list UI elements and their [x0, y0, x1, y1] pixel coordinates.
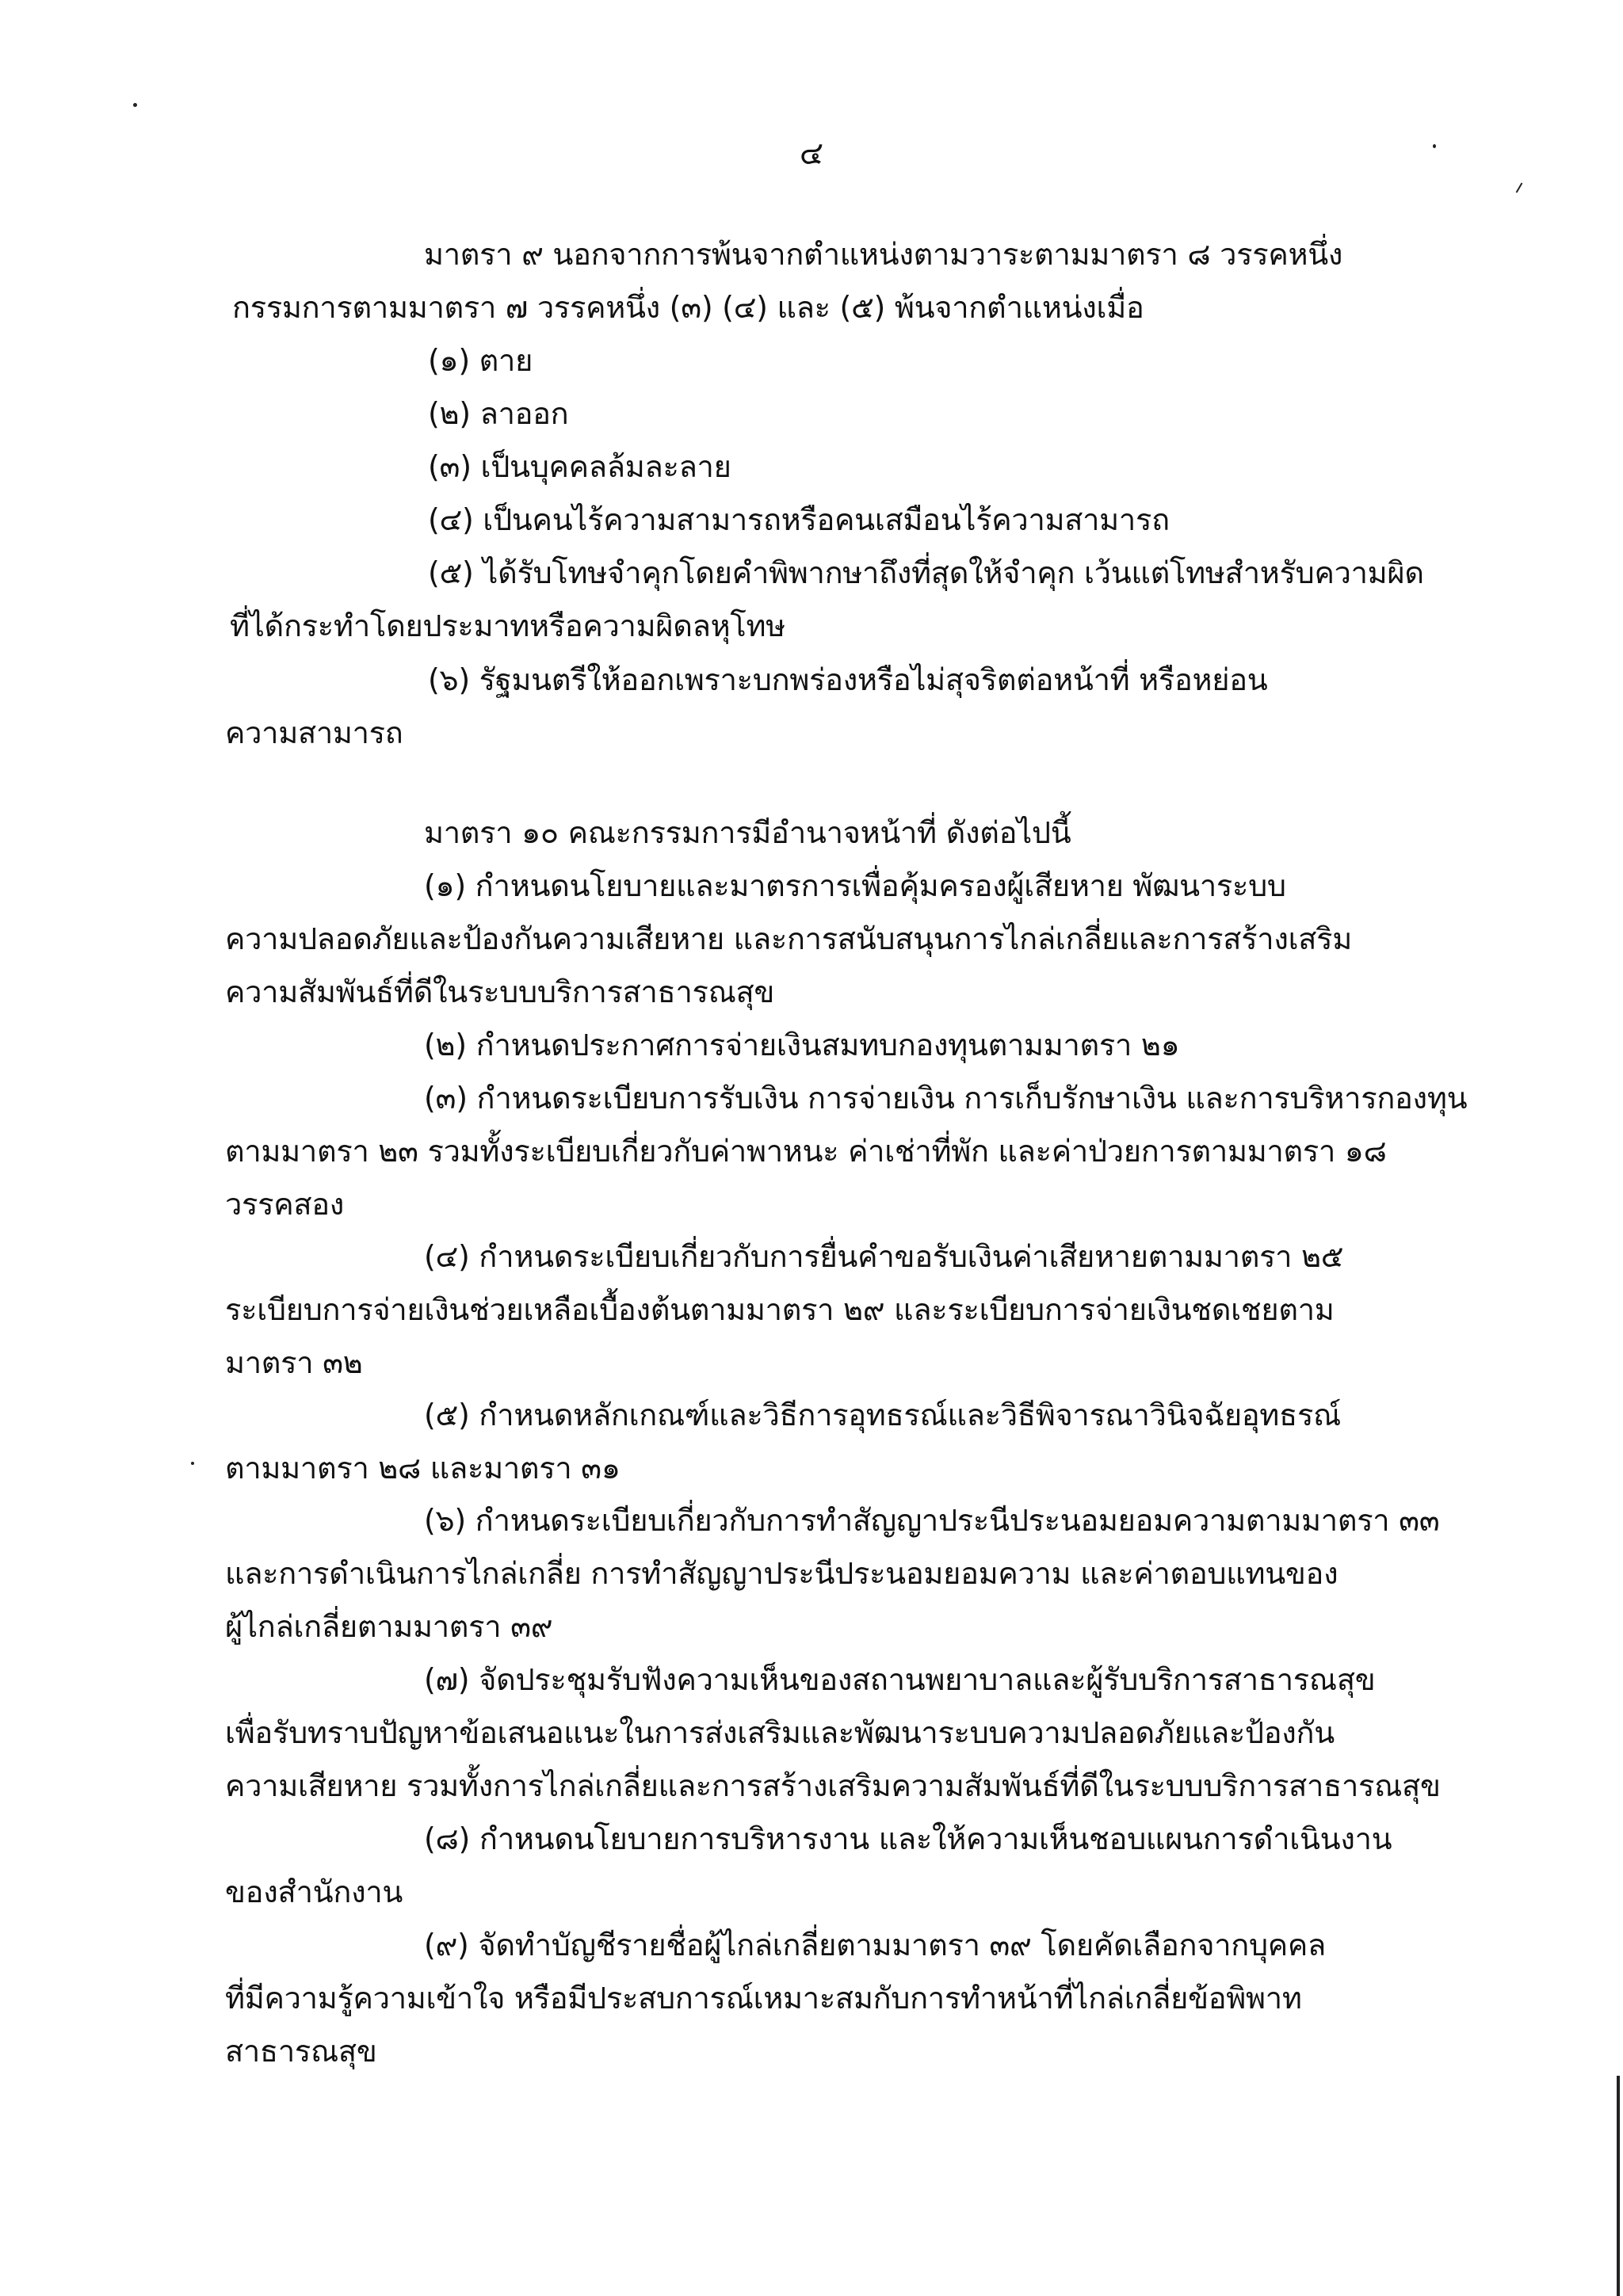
list-item: (๙) จัดทำบัญชีรายชื่อผู้ไกล่เกลี่ยตามมาตรา ๓๙ โดยคัดเลือกจากบุคคล — [424, 1928, 1326, 1962]
list-item: (๑) กำหนดนโยบายและมาตรการเพื่อคุ้มครองผู้เสียหาย พัฒนาระบบ — [424, 868, 1286, 903]
paragraph-line: กรรมการตามมาตรา ๗ วรรคหนึ่ง (๓) (๔) และ (๕) พ้นจากตำแหน่งเมื่อ — [232, 290, 1144, 325]
section-9-heading: มาตรา ๙ นอกจากการพ้นจากตำแหน่งตามวาระตามมาตรา ๘ วรรคหนึ่ง — [424, 237, 1343, 272]
list-item: (๖) กำหนดระเบียบเกี่ยวกับการทำสัญญาประนีประนอมยอมความตามมาตรา ๓๓ — [424, 1503, 1440, 1538]
paragraph-line: วรรคสอง — [225, 1187, 345, 1222]
paragraph-line: ตามมาตรา ๒๓ รวมทั้งระเบียบเกี่ยวกับค่าพาหนะ ค่าเช่าที่พัก และค่าป่วยการตามมาตรา ๑๘ — [225, 1134, 1387, 1169]
list-item: (๒) ลาออก — [428, 396, 569, 431]
list-item: (๕) ได้รับโทษจำคุกโดยคำพิพากษาถึงที่สุดให้จำคุก เว้นแต่โทษสำหรับความผิด — [428, 555, 1424, 590]
paragraph-line: ตามมาตรา ๒๘ และมาตรา ๓๑ — [225, 1451, 621, 1486]
paragraph-line: มาตรา ๓๒ — [225, 1345, 363, 1380]
paragraph-line: ที่ได้กระทำโดยประมาทหรือความผิดลหุโทษ — [230, 608, 785, 643]
paragraph-line: สาธารณสุข — [225, 2034, 377, 2069]
paragraph-line: เพื่อรับทราบปัญหาข้อเสนอแนะในการส่งเสริมและพัฒนาระบบความปลอดภัยและป้องกัน — [225, 1715, 1335, 1750]
list-item: (๘) กำหนดนโยบายการบริหารงาน และให้ความเห็นชอบแผนการดำเนินงาน — [424, 1821, 1392, 1856]
list-item: (๕) กำหนดหลักเกณฑ์และวิธีการอุทธรณ์และวิธีพิจารณาวินิจฉัยอุทธรณ์ — [424, 1398, 1342, 1432]
list-item: (๓) เป็นบุคคลล้มละลาย — [428, 449, 731, 484]
list-item: (๓) กำหนดระเบียบการรับเงิน การจ่ายเงิน การเก็บรักษาเงิน และการบริหารกองทุน — [424, 1081, 1468, 1116]
paragraph-line: ความปลอดภัยและป้องกันความเสียหาย และการสนับสนุนการไกล่เกลี่ยและการสร้างเสริม — [225, 921, 1353, 956]
list-item: (๒) กำหนดประกาศการจ่ายเงินสมทบกองทุนตามมาตรา ๒๑ — [424, 1028, 1180, 1062]
list-item: (๖) รัฐมนตรีให้ออกเพราะบกพร่องหรือไม่สุจริตต่อหน้าที่ หรือหย่อน — [428, 662, 1268, 697]
scan-edge-mark — [1617, 2076, 1620, 2296]
paragraph-line: ความสามารถ — [225, 715, 403, 750]
paragraph-line: ความสัมพันธ์ที่ดีในระบบบริการสาธารณสุข — [225, 974, 775, 1009]
paragraph-line: ความเสียหาย รวมทั้งการไกล่เกลี่ยและการสร้างเสริมความสัมพันธ์ที่ดีในระบบบริการสาธารณสุข — [225, 1768, 1441, 1803]
paragraph-line: ผู้ไกล่เกลี่ยตามมาตรา ๓๙ — [225, 1609, 553, 1644]
list-item: (๑) ตาย — [428, 343, 533, 378]
paragraph-line: ของสำนักงาน — [225, 1875, 403, 1909]
scan-speck — [133, 103, 137, 107]
list-item: (๗) จัดประชุมรับฟังความเห็นของสถานพยาบาลและผู้รับบริการสาธารณสุข — [424, 1662, 1376, 1697]
scan-mark — [1516, 182, 1523, 193]
list-item: (๔) กำหนดระเบียบเกี่ยวกับการยื่นคำขอรับเงินค่าเสียหายตามมาตรา ๒๕ — [424, 1239, 1344, 1274]
list-item: (๔) เป็นคนไร้ความสามารถหรือคนเสมือนไร้ความสามารถ — [428, 502, 1170, 537]
paragraph-line: ที่มีความรู้ความเข้าใจ หรือมีประสบการณ์เหมาะสมกับการทำหน้าที่ไกล่เกลี่ยข้อพิพาท — [225, 1981, 1302, 2016]
paragraph-line: และการดำเนินการไกล่เกลี่ย การทำสัญญาประนีประนอมยอมความ และค่าตอบแทนของ — [225, 1556, 1338, 1591]
paragraph-line: ระเบียบการจ่ายเงินช่วยเหลือเบื้องต้นตามมาตรา ๒๙ และระเบียบการจ่ายเงินชดเชยตาม — [225, 1292, 1335, 1327]
page-number: ๔ — [799, 135, 824, 172]
section-10-heading: มาตรา ๑๐ คณะกรรมการมีอำนาจหน้าที่ ดังต่อไปนี้ — [424, 815, 1071, 850]
scan-speck — [191, 1462, 194, 1465]
